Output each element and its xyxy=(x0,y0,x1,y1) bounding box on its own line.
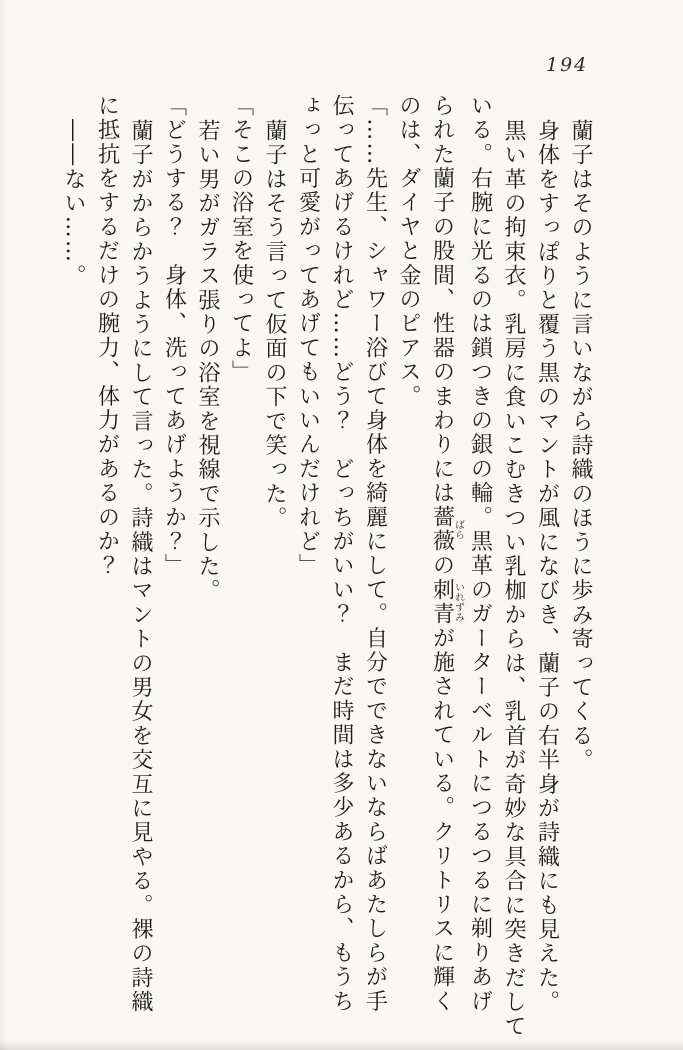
text-column-container xyxy=(57,94,598,1044)
text-line: 若い男がガラス張りの浴室を視線で示した。 xyxy=(195,119,220,603)
text-line: 伝ってあげるけれど……どう？ どっちがいい？ まだ時間は多少あるから、もうち xyxy=(329,94,354,1014)
text-line: 「そこの浴室を使ってよ」 xyxy=(228,94,254,385)
text-line: 蘭子がからかうようにして言った。詩織はマントの男女を交互に見やる。裸の詩織 xyxy=(128,119,153,1015)
text-line: ――ない……。 xyxy=(61,119,86,289)
text-line: 蘭子はそう言って仮面の下で笑った。 xyxy=(262,119,287,531)
text-line: いる。右腕に光るのは鎖つきの銀の輪。黒革のガーターベルトにつるつるに剃りあげ xyxy=(467,94,493,1014)
page-number: 194 xyxy=(546,54,589,76)
ruby-annotated-word: 薔薇ばら xyxy=(429,505,464,554)
text-line: られた蘭子の股間、性器のまわりには薔薇ばらの刺青いれずみが施されている。クリトリスに輝く xyxy=(429,94,464,1014)
ruby-annotated-word: 刺青いれずみ xyxy=(429,578,464,627)
text-line: のは、ダイヤと金のピアス。 xyxy=(396,94,421,409)
text-line: 黒い革の拘束衣。乳房に食いこむきつい乳枷からは、乳首が奇妙な具合に突きだして xyxy=(501,119,526,1039)
text-line: 「どうする？ 身体、洗ってあげようか？」 xyxy=(161,94,187,578)
text-line: に抵抗をするだけの腕力、体力があるのか？ xyxy=(94,94,120,578)
text-line: ょっと可愛がってあげてもいいんだけれど」 xyxy=(295,94,321,578)
text-line: 蘭子はそのように言いながら詩織のほうに歩み寄ってくる。 xyxy=(568,119,593,773)
text-line: 「……先生、シャワー浴びて身体を綺麗にして。自分でできないならばあたしらが手 xyxy=(362,94,388,1014)
text-line: 身体をすっぽりと覆う黒のマントが風になびき、蘭子の右半身が詩織にも見えた。 xyxy=(534,119,560,1015)
